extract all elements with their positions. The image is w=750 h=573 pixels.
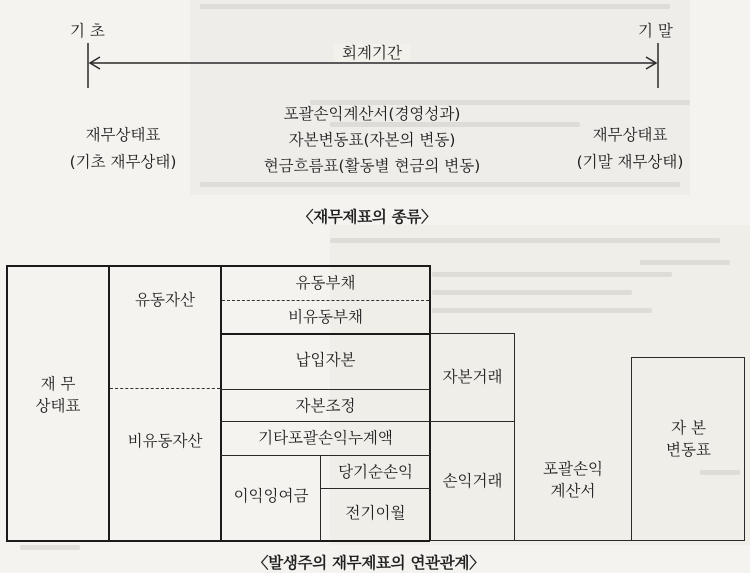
equity-row-line (220, 421, 430, 422)
period-start-label: 기 초 (70, 22, 105, 40)
ghost-line (432, 272, 672, 277)
current-liabilities-label: 유동부채 (295, 274, 356, 292)
equity-row-line (220, 455, 430, 456)
net-income-label: 당기순손익 (338, 463, 413, 481)
equity-row-line (220, 389, 430, 390)
ghost-line (330, 238, 720, 243)
noncurrent-liabilities-label: 비유동부채 (288, 308, 363, 326)
figure-caption-types: 〈재무제표의 종류〉 (298, 208, 437, 226)
closing-balance-sheet-subtitle: (기말 재무상태) (576, 153, 684, 171)
comprehensive-income-line1: 포괄손익 (543, 460, 603, 478)
retained-earnings-split-line (320, 488, 430, 489)
bottom-baseline (430, 540, 745, 541)
asset-split-dashed (110, 388, 220, 389)
paid-in-capital-label: 납입자본 (295, 351, 356, 369)
retained-earnings-divider (320, 455, 321, 541)
ghost-line (20, 545, 80, 550)
figure-caption-relations: 〈발생주의 재무제표의 연관관계〉 (253, 554, 485, 572)
accounting-period-label: 회계기간 (334, 44, 410, 62)
liability-split-dashed (222, 300, 429, 301)
opening-balance-sheet-subtitle: (기초 재무상태) (69, 153, 177, 171)
cash-flow-statement-label: 현금흐름표(활동별 현금의 변동) (263, 157, 481, 175)
aoci-label: 기타포괄손익누계액 (258, 429, 393, 447)
ghost-line (432, 308, 652, 313)
retained-earnings-label: 이익잉여금 (233, 487, 309, 505)
comprehensive-income-line2: 계산서 (550, 482, 596, 500)
closing-balance-sheet-title: 재무상태표 (592, 126, 668, 144)
bs-top-border (6, 265, 430, 267)
capital-transactions-label: 자본거래 (442, 368, 503, 386)
ghost-line (432, 290, 632, 295)
statement-of-changes-in-equity-label (633, 414, 744, 464)
period-end-label: 기 말 (638, 22, 673, 40)
equity-change-right-border (744, 357, 745, 541)
carried-forward-label: 전기이월 (345, 504, 406, 522)
balance-sheet-label (8, 370, 108, 420)
ghost-line (200, 182, 680, 187)
noncurrent-assets-label: 비유동자산 (127, 432, 203, 450)
tx-right-border (514, 333, 515, 541)
income-statement-label: 포괄손익계산서(경영성과) (283, 105, 461, 123)
bs-right-border (429, 265, 431, 541)
equity-change-top-line (631, 357, 745, 358)
comprehensive-income-statement-label (515, 455, 631, 505)
capital-tx-top-line (430, 333, 515, 334)
opening-balance-sheet-title: 재무상태표 (85, 126, 161, 144)
balance-sheet-label-line2: 상태표 (35, 397, 81, 415)
liability-equity-divider (220, 333, 430, 335)
changes-in-equity-label: 자본변동표(자본의 변동) (288, 131, 456, 149)
ghost-line (700, 470, 740, 475)
balance-sheet-label-line1: 재 무 (40, 375, 76, 393)
ghost-line (640, 260, 730, 265)
oci-right-border (631, 357, 632, 541)
capital-pl-divider (430, 421, 515, 422)
changes-in-equity-line1: 자 본 (671, 419, 706, 437)
bs-bottom-border (6, 540, 430, 542)
capital-adjustment-label: 자본조정 (295, 397, 356, 415)
changes-in-equity-line2: 변동표 (666, 441, 711, 459)
pl-transactions-label: 손익거래 (442, 472, 503, 490)
current-assets-label: 유동자산 (135, 291, 195, 309)
